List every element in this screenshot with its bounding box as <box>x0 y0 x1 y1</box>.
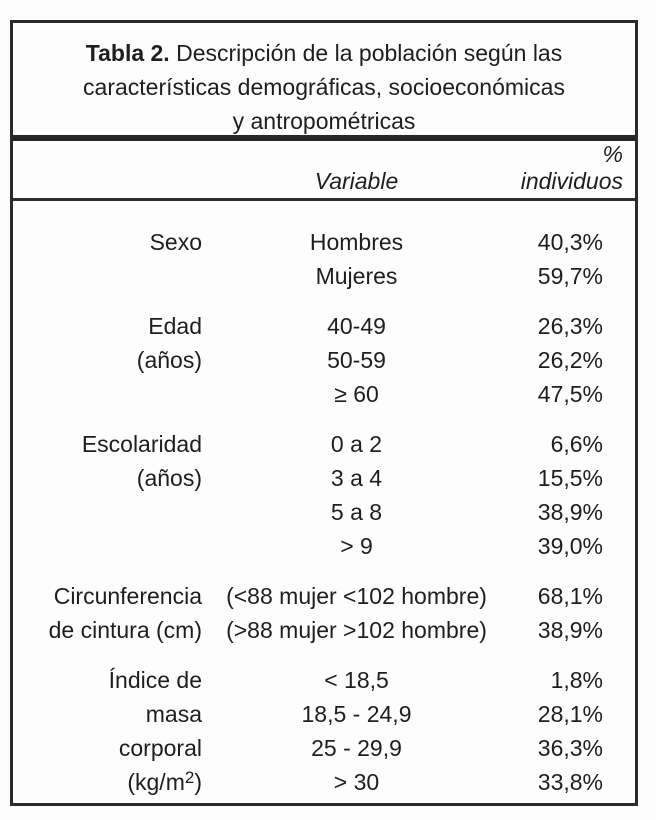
row-variable: 5 a 8 <box>330 499 383 525</box>
row-label: de cintura (cm) <box>48 617 202 643</box>
table-row <box>13 579 635 613</box>
table-row <box>13 765 635 799</box>
row-label: (años) <box>136 465 202 491</box>
table-row <box>13 495 635 529</box>
table-row <box>13 377 635 411</box>
row-variable: ≥ 60 <box>334 381 379 407</box>
row-percent: 6,6% <box>550 431 603 457</box>
row-label: corporal <box>118 735 202 761</box>
row-variable: Hombres <box>309 229 404 255</box>
row-percent: 59,7% <box>537 263 603 289</box>
row-percent: 33,8% <box>537 769 603 795</box>
row-variable: 3 a 4 <box>330 465 383 491</box>
row-variable: > 9 <box>340 533 373 559</box>
row-variable: (<88 mujer <102 hombre) <box>226 583 487 609</box>
row-variable: Mujeres <box>315 263 398 289</box>
table-row <box>13 309 635 343</box>
table-body <box>13 201 635 799</box>
row-percent: 15,5% <box>537 465 603 491</box>
row-label: (años) <box>136 347 202 373</box>
row-percent: 38,9% <box>537 617 603 643</box>
group-indice-masa-corporal <box>13 663 635 799</box>
row-percent: 38,9% <box>537 499 603 525</box>
group-escolaridad <box>13 427 635 563</box>
row-label <box>13 529 202 563</box>
table-title <box>13 23 635 135</box>
row-variable: (>88 mujer >102 hombre) <box>226 617 487 643</box>
superscript-2: 2 <box>184 768 195 787</box>
row-percent: 47,5% <box>537 381 603 407</box>
row-percent: 68,1% <box>537 583 603 609</box>
row-label: Índice de <box>108 667 202 693</box>
row-percent: 28,1% <box>537 701 603 727</box>
row-percent: 40,3% <box>537 229 603 255</box>
row-variable: > 30 <box>333 769 380 795</box>
row-variable: 40-49 <box>327 313 386 339</box>
table-row <box>13 225 635 259</box>
group-circunferencia-cintura <box>13 579 635 647</box>
row-label: masa <box>145 701 202 727</box>
row-variable: 50-59 <box>327 347 386 373</box>
table-title-number: Tabla 2. <box>85 40 170 66</box>
row-label <box>13 495 202 529</box>
row-label-kg-m2: $(kg/m^2)$ <box>127 768 202 795</box>
group-sexo <box>13 225 635 293</box>
row-label: Sexo <box>149 229 202 255</box>
table-2 <box>10 20 638 806</box>
row-variable: 18,5 - 24,9 <box>301 701 412 727</box>
table-row <box>13 259 635 293</box>
table-row <box>13 427 635 461</box>
row-label <box>13 259 202 293</box>
row-label: Edad <box>148 313 202 339</box>
table-row <box>13 343 635 377</box>
table-title-line3: y antropométricas <box>232 108 416 134</box>
row-percent: 36,3% <box>537 735 603 761</box>
table-title-line2: características demográficas, socioeconómicas <box>83 74 565 100</box>
table-row <box>13 663 635 697</box>
group-edad <box>13 309 635 411</box>
row-label: Escolaridad <box>81 431 202 457</box>
row-label: Circunferencia <box>53 583 202 609</box>
table-row <box>13 613 635 647</box>
table-row <box>13 731 635 765</box>
row-percent: 1,8% <box>550 667 603 693</box>
table-row <box>13 529 635 563</box>
row-percent: 39,0% <box>537 533 603 559</box>
row-variable: 25 - 29,9 <box>311 735 402 761</box>
row-variable: 0 a 2 <box>330 431 383 457</box>
row-percent: 26,2% <box>537 347 603 373</box>
table-row <box>13 697 635 731</box>
row-label <box>13 377 202 411</box>
row-variable: < 18,5 <box>324 667 389 693</box>
header-variable: Variable <box>314 168 399 194</box>
header-percent-individuals: % individuos <box>520 141 623 194</box>
table-header-row <box>13 141 635 198</box>
table-row <box>13 461 635 495</box>
row-percent: 26,3% <box>537 313 603 339</box>
table-title-line1: Descripción de la población según las <box>169 40 563 66</box>
